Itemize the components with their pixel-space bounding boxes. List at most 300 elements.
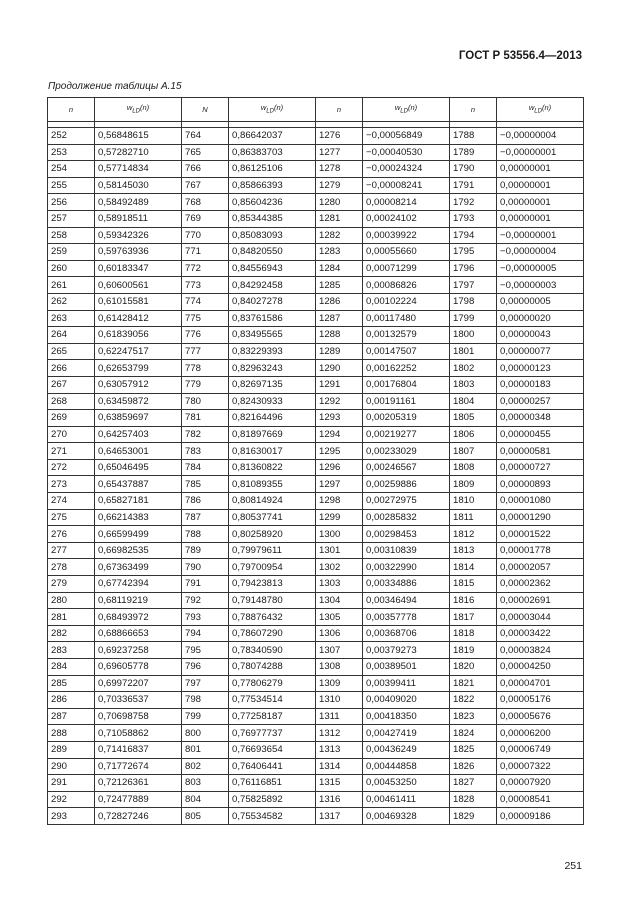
table-cell: 1287: [316, 310, 363, 327]
table-cell: 1316: [316, 791, 363, 808]
table-cell: 0,76116851: [229, 775, 316, 792]
table-cell: −0,00000005: [497, 260, 584, 277]
table-cell: 1314: [316, 758, 363, 775]
table-cell: 0,00004701: [497, 675, 584, 692]
table-cell: 0,82430933: [229, 393, 316, 410]
table-cell: 1819: [450, 642, 497, 659]
table-cell: 0,00368706: [363, 625, 450, 642]
table-cell: 1792: [450, 194, 497, 211]
table-cell: 0,76977737: [229, 725, 316, 742]
table-cell: 0,00334886: [363, 576, 450, 593]
table-cell: 269: [48, 410, 95, 427]
table-body: [48, 122, 584, 825]
table-cell: 270: [48, 426, 95, 443]
table-row: [48, 177, 584, 194]
table-cell: 792: [182, 592, 229, 609]
table-cell: 0,77534514: [229, 692, 316, 709]
table-cell: 0,59763936: [95, 244, 182, 261]
table-cell: 1823: [450, 708, 497, 725]
table-cell: 0,77258187: [229, 708, 316, 725]
table-cell: 0,60183347: [95, 260, 182, 277]
table-row: [48, 808, 584, 825]
table-cell: 0,79700954: [229, 559, 316, 576]
table-cell: 802: [182, 758, 229, 775]
table-cell: 1293: [316, 410, 363, 427]
table-cell: 253: [48, 144, 95, 161]
table-cell: 770: [182, 227, 229, 244]
table-cell: 1818: [450, 625, 497, 642]
table-cell: 0,67363499: [95, 559, 182, 576]
table-cell: 0,00000020: [497, 310, 584, 327]
table-cell: 789: [182, 542, 229, 559]
table-cell: 1292: [316, 393, 363, 410]
table-cell: 1799: [450, 310, 497, 327]
table-cell: 0,85344385: [229, 210, 316, 227]
table-cell: 1793: [450, 210, 497, 227]
table-cell: 0,79979611: [229, 542, 316, 559]
table-cell: 0,61839056: [95, 327, 182, 344]
table-cell: 1280: [316, 194, 363, 211]
table-cell: 0,00000005: [497, 293, 584, 310]
table-cell: 788: [182, 526, 229, 543]
table-cell: 1312: [316, 725, 363, 742]
table-row: [48, 725, 584, 742]
table-row: [48, 343, 584, 360]
table-cell: −0,00008241: [363, 177, 450, 194]
table-cell: 784: [182, 459, 229, 476]
table-row: [48, 559, 584, 576]
table-cell: 1828: [450, 791, 497, 808]
table-cell: 0,00007322: [497, 758, 584, 775]
table-cell: 0,00002057: [497, 559, 584, 576]
table-cell: 793: [182, 609, 229, 626]
table-row: [48, 775, 584, 792]
table-cell: 0,58145030: [95, 177, 182, 194]
table-cell: 0,77806279: [229, 675, 316, 692]
table-cell: 767: [182, 177, 229, 194]
table-cell: 765: [182, 144, 229, 161]
table-cell: 0,00007920: [497, 775, 584, 792]
table-cell: 0,67742394: [95, 576, 182, 593]
table-cell: 0,00233029: [363, 443, 450, 460]
table-row: [48, 376, 584, 393]
table-cell: 775: [182, 310, 229, 327]
table-cell: 0,75534582: [229, 808, 316, 825]
table-cell: 255: [48, 177, 95, 194]
table-cell: 769: [182, 210, 229, 227]
table-cell: 0,00008541: [497, 791, 584, 808]
table-cell: 804: [182, 791, 229, 808]
table-row: [48, 293, 584, 310]
table-row: [48, 327, 584, 344]
table-cell: 0,81630017: [229, 443, 316, 460]
table-cell: 1277: [316, 144, 363, 161]
table-row: [48, 310, 584, 327]
table-cell: 0,81897669: [229, 426, 316, 443]
table-row: [48, 443, 584, 460]
table-cell: 0,84820550: [229, 244, 316, 261]
table-cell: 0,63859697: [95, 410, 182, 427]
table-cell: 0,68493972: [95, 609, 182, 626]
table-cell: 1308: [316, 659, 363, 676]
table-cell: 1278: [316, 161, 363, 178]
table-cell: 1291: [316, 376, 363, 393]
table-cell: 0,00002691: [497, 592, 584, 609]
table-cell: 0,57282710: [95, 144, 182, 161]
table-cell: 276: [48, 526, 95, 543]
column-header-3: $w_{LD}(n)$: [229, 98, 316, 122]
table-cell: 777: [182, 343, 229, 360]
table-cell: 1279: [316, 177, 363, 194]
table-cell: 1303: [316, 576, 363, 593]
table-cell: 1299: [316, 509, 363, 526]
table-cell: 1290: [316, 360, 363, 377]
table-cell: 290: [48, 758, 95, 775]
table-row: [48, 426, 584, 443]
table-cell: 1812: [450, 526, 497, 543]
table-cell: 0,00219277: [363, 426, 450, 443]
table-cell: 1304: [316, 592, 363, 609]
table-cell: 1302: [316, 559, 363, 576]
table-cell: 0,62653799: [95, 360, 182, 377]
table-cell: 264: [48, 327, 95, 344]
table-cell: 1809: [450, 476, 497, 493]
table-cell: 0,00055660: [363, 244, 450, 261]
table-cell: 801: [182, 741, 229, 758]
table-cell: 0,70336537: [95, 692, 182, 709]
table-cell: 0,78340590: [229, 642, 316, 659]
table-cell: 1807: [450, 443, 497, 460]
table-cell: 278: [48, 559, 95, 576]
table-cell: 287: [48, 708, 95, 725]
table-cell: 0,84292458: [229, 277, 316, 294]
table-cell: 0,00001522: [497, 526, 584, 543]
table-cell: 0,00000001: [497, 210, 584, 227]
table-cell: 0,00205319: [363, 410, 450, 427]
table-cell: 1300: [316, 526, 363, 543]
table-cell: 256: [48, 194, 95, 211]
table-cell: 0,66982535: [95, 542, 182, 559]
table-cell: 1296: [316, 459, 363, 476]
data-table: [47, 97, 584, 825]
table-cell: 0,82164496: [229, 410, 316, 427]
table-cell: 0,86125106: [229, 161, 316, 178]
table-cell: 800: [182, 725, 229, 742]
table-cell: 0,00000001: [497, 194, 584, 211]
table-row: [48, 741, 584, 758]
table-cell: 268: [48, 393, 95, 410]
table-cell: 0,84027278: [229, 293, 316, 310]
table-cell: 0,00357778: [363, 609, 450, 626]
table-cell: 797: [182, 675, 229, 692]
table-cell: 0,00005176: [497, 692, 584, 709]
table-cell: 0,00001290: [497, 509, 584, 526]
table-cell: 794: [182, 625, 229, 642]
column-header-0: n: [48, 98, 95, 122]
table-cell: 1284: [316, 260, 363, 277]
table-cell: 796: [182, 659, 229, 676]
table-row: [48, 194, 584, 211]
table-cell: 799: [182, 708, 229, 725]
table-cell: 1307: [316, 642, 363, 659]
table-cell: 1816: [450, 592, 497, 609]
table-cell: 768: [182, 194, 229, 211]
table-cell: 1813: [450, 542, 497, 559]
table-cell: −0,00000004: [497, 244, 584, 261]
table-cell: 805: [182, 808, 229, 825]
table-cell: 0,00147507: [363, 343, 450, 360]
table-cell: 0,00444858: [363, 758, 450, 775]
table-cell: 0,00399411: [363, 675, 450, 692]
table-cell: 0,00469328: [363, 808, 450, 825]
table-cell: 1306: [316, 625, 363, 642]
table-cell: −0,00040530: [363, 144, 450, 161]
table-row: [48, 493, 584, 510]
table-cell: 263: [48, 310, 95, 327]
table-cell: 0,79148780: [229, 592, 316, 609]
table-cell: 0,69237258: [95, 642, 182, 659]
table-cell: 0,65437887: [95, 476, 182, 493]
table-cell: 277: [48, 542, 95, 559]
table-cell: 0,72126361: [95, 775, 182, 792]
table-cell: 0,57714834: [95, 161, 182, 178]
table-cell: 265: [48, 343, 95, 360]
table-cell: 0,65046495: [95, 459, 182, 476]
column-header-1: $w_{LD}(n)$: [95, 98, 182, 122]
table-row: [48, 542, 584, 559]
table-cell: 783: [182, 443, 229, 460]
table-cell: 1285: [316, 277, 363, 294]
table-cell: −0,00000001: [497, 227, 584, 244]
table-cell: 1789: [450, 144, 497, 161]
table-cell: 286: [48, 692, 95, 709]
table-cell: 0,84556943: [229, 260, 316, 277]
table-row: [48, 642, 584, 659]
table-cell: 0,00000893: [497, 476, 584, 493]
table-cell: 0,00000043: [497, 327, 584, 344]
table-cell: 0,63459872: [95, 393, 182, 410]
table-cell: 0,00322990: [363, 559, 450, 576]
table-cell: 0,86642037: [229, 128, 316, 145]
table-cell: 282: [48, 625, 95, 642]
table-row: [48, 210, 584, 227]
table-cell: 289: [48, 741, 95, 758]
table-cell: 0,00102224: [363, 293, 450, 310]
table-cell: 0,61015581: [95, 293, 182, 310]
table-cell: 0,65827181: [95, 493, 182, 510]
table-cell: 0,00000077: [497, 343, 584, 360]
table-cell: 1309: [316, 675, 363, 692]
table-cell: 283: [48, 642, 95, 659]
table-cell: 0,00117480: [363, 310, 450, 327]
table-cell: 0,00001778: [497, 542, 584, 559]
table-cell: 0,81360822: [229, 459, 316, 476]
table-cell: 271: [48, 443, 95, 460]
table-cell: 1811: [450, 509, 497, 526]
table-cell: −0,00056849: [363, 128, 450, 145]
table-cell: 262: [48, 293, 95, 310]
table-cell: 0,00006200: [497, 725, 584, 742]
table-cell: 779: [182, 376, 229, 393]
table-row: [48, 244, 584, 261]
table-cell: 0,76693654: [229, 741, 316, 758]
table-cell: 0,78074288: [229, 659, 316, 676]
table-cell: 0,00003422: [497, 625, 584, 642]
table-cell: 0,61428412: [95, 310, 182, 327]
table-cell: 0,78876432: [229, 609, 316, 626]
table-cell: 1810: [450, 493, 497, 510]
table-cell: 0,86383703: [229, 144, 316, 161]
table-cell: 0,58492489: [95, 194, 182, 211]
table-cell: 0,80258920: [229, 526, 316, 543]
table-cell: 764: [182, 128, 229, 145]
table-cell: 0,72827246: [95, 808, 182, 825]
table-cell: 254: [48, 161, 95, 178]
table-cell: 791: [182, 576, 229, 593]
table-cell: 275: [48, 509, 95, 526]
table-cell: 1820: [450, 659, 497, 676]
table-cell: 1822: [450, 692, 497, 709]
table-cell: 774: [182, 293, 229, 310]
table-cell: 1801: [450, 343, 497, 360]
table-cell: 0,69972207: [95, 675, 182, 692]
table-header-row: [48, 98, 584, 122]
table-cell: 285: [48, 675, 95, 692]
table-cell: 0,71416837: [95, 741, 182, 758]
table-cell: 0,72477889: [95, 791, 182, 808]
table-cell: 0,82963243: [229, 360, 316, 377]
table-cell: 1817: [450, 609, 497, 626]
table-cell: 0,00001080: [497, 493, 584, 510]
table-cell: 1826: [450, 758, 497, 775]
table-cell: 0,66214383: [95, 509, 182, 526]
table-cell: 1310: [316, 692, 363, 709]
table-cell: 1301: [316, 542, 363, 559]
column-header-5: $w_{LD}(n)$: [363, 98, 450, 122]
table-cell: 1317: [316, 808, 363, 825]
table-row: [48, 161, 584, 178]
table-cell: 1288: [316, 327, 363, 344]
table-row: [48, 791, 584, 808]
table-cell: 0,00003824: [497, 642, 584, 659]
table-cell: 785: [182, 476, 229, 493]
table-cell: 1315: [316, 775, 363, 792]
table-cell: 772: [182, 260, 229, 277]
table-row: [48, 144, 584, 161]
table-cell: 786: [182, 493, 229, 510]
column-header-7: $w_{LD}(n)$: [497, 98, 584, 122]
table-cell: 0,71058862: [95, 725, 182, 742]
column-header-2: N: [182, 98, 229, 122]
table-cell: 0,80537741: [229, 509, 316, 526]
table-cell: 1797: [450, 277, 497, 294]
table-cell: 1289: [316, 343, 363, 360]
table-cell: 1791: [450, 177, 497, 194]
table-cell: 1805: [450, 410, 497, 427]
table-cell: 0,00000581: [497, 443, 584, 460]
table-cell: 0,00436249: [363, 741, 450, 758]
column-header-6: n: [450, 98, 497, 122]
table-cell: 0,00000183: [497, 376, 584, 393]
table-cell: 0,00191161: [363, 393, 450, 410]
table-row: [48, 128, 584, 145]
table-cell: 1815: [450, 576, 497, 593]
table-cell: 0,66599499: [95, 526, 182, 543]
table-cell: 0,60600561: [95, 277, 182, 294]
table-cell: 0,00259886: [363, 476, 450, 493]
table-cell: 1827: [450, 775, 497, 792]
table-cell: 1788: [450, 128, 497, 145]
table-cell: 0,00000727: [497, 459, 584, 476]
table-cell: 0,64257403: [95, 426, 182, 443]
table-cell: −0,00000001: [497, 144, 584, 161]
table-caption: Продолжение таблицы А.15: [48, 81, 182, 92]
table-cell: 0,00000001: [497, 161, 584, 178]
table-cell: 781: [182, 410, 229, 427]
table-row: [48, 360, 584, 377]
table-cell: 0,82697135: [229, 376, 316, 393]
table-cell: 274: [48, 493, 95, 510]
table-cell: 266: [48, 360, 95, 377]
table-cell: 0,63057912: [95, 376, 182, 393]
table-cell: 1800: [450, 327, 497, 344]
table-cell: 0,70698758: [95, 708, 182, 725]
table-cell: 0,83229393: [229, 343, 316, 360]
table-cell: 0,75825892: [229, 791, 316, 808]
table-cell: 0,56848615: [95, 128, 182, 145]
table-cell: 292: [48, 791, 95, 808]
table-cell: 0,62247517: [95, 343, 182, 360]
table-row: [48, 410, 584, 427]
table-cell: 267: [48, 376, 95, 393]
table-cell: 273: [48, 476, 95, 493]
table-cell: 0,85604236: [229, 194, 316, 211]
table-cell: −0,00000003: [497, 277, 584, 294]
table-cell: 261: [48, 277, 95, 294]
table-cell: 1286: [316, 293, 363, 310]
table-cell: 0,00003044: [497, 609, 584, 626]
table-cell: 803: [182, 775, 229, 792]
table-cell: 0,85866393: [229, 177, 316, 194]
table-row: [48, 609, 584, 626]
table-cell: 1294: [316, 426, 363, 443]
table-cell: 252: [48, 128, 95, 145]
table-cell: 0,00006749: [497, 741, 584, 758]
table-cell: 288: [48, 725, 95, 742]
table-row: [48, 625, 584, 642]
table-cell: 1814: [450, 559, 497, 576]
table-cell: 279: [48, 576, 95, 593]
table-cell: 780: [182, 393, 229, 410]
table-cell: 0,83761586: [229, 310, 316, 327]
table-cell: 1821: [450, 675, 497, 692]
table-row: [48, 659, 584, 676]
table-cell: 0,00272975: [363, 493, 450, 510]
table-cell: 258: [48, 227, 95, 244]
table-cell: 0,00379273: [363, 642, 450, 659]
table-cell: 0,00000001: [497, 177, 584, 194]
table-cell: 0,00039922: [363, 227, 450, 244]
table-cell: 0,00071299: [363, 260, 450, 277]
table-row: [48, 459, 584, 476]
table-cell: 281: [48, 609, 95, 626]
table-cell: 0,00086826: [363, 277, 450, 294]
table-cell: 1829: [450, 808, 497, 825]
table-cell: 0,00000455: [497, 426, 584, 443]
table-row: [48, 227, 584, 244]
table-cell: 0,00298453: [363, 526, 450, 543]
table-cell: 1808: [450, 459, 497, 476]
